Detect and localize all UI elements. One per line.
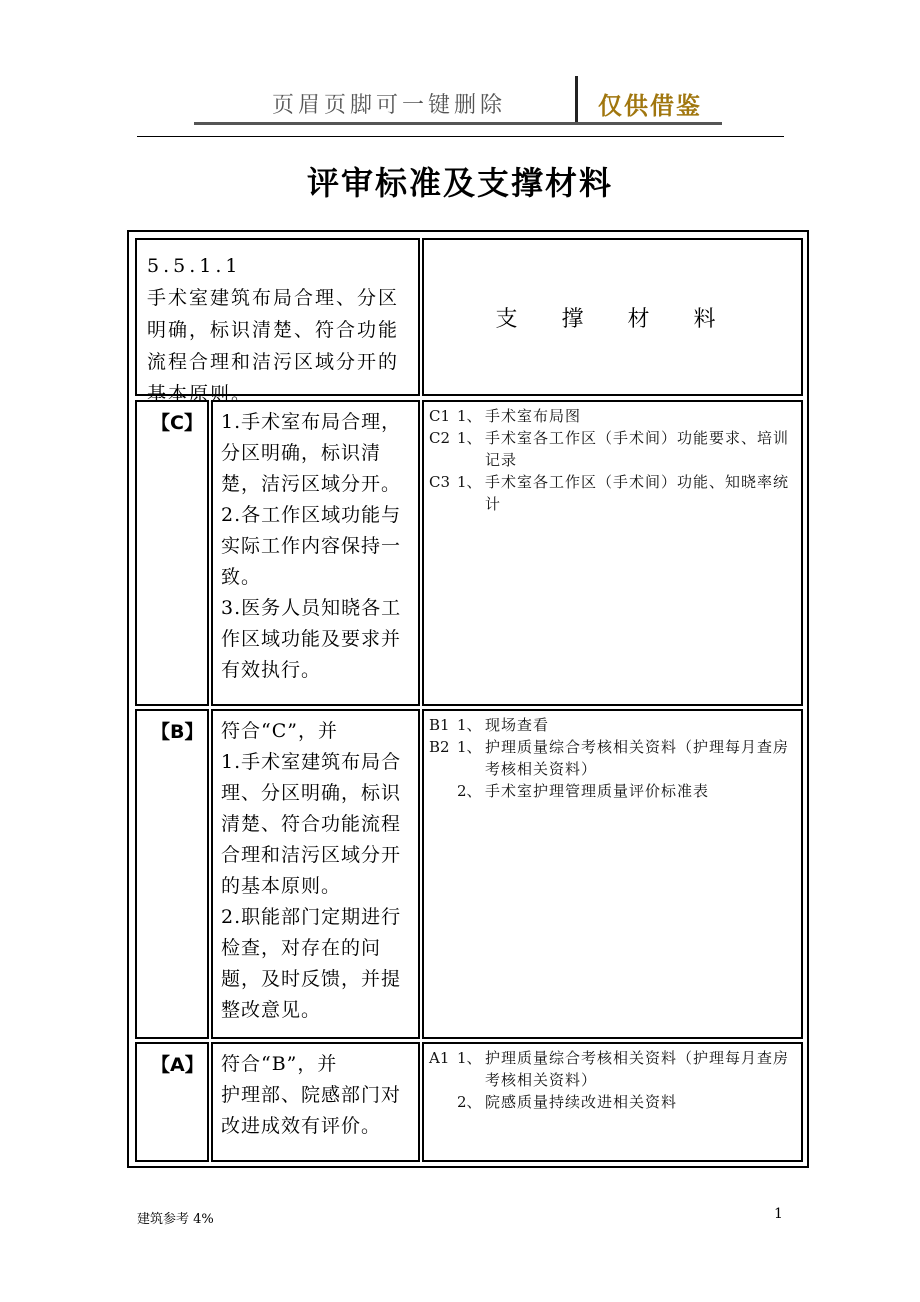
requirements-cell-a xyxy=(211,1042,420,1162)
material-code: A1 xyxy=(429,1049,450,1067)
requirements-cell-c xyxy=(211,400,420,706)
materials-cell-c xyxy=(422,400,803,706)
material-item xyxy=(429,1091,797,1113)
material-code: C1 xyxy=(429,407,451,425)
material-code xyxy=(429,1091,457,1113)
material-code: B2 xyxy=(429,738,450,756)
requirement-item: 1.手术室布局合理，分区明确，标识清楚，洁污区域分开。 xyxy=(221,411,402,495)
header-underline xyxy=(194,122,722,125)
material-num: 2、 xyxy=(457,1093,482,1111)
header-right-text: 仅供借鉴 xyxy=(598,92,702,120)
requirement-item: 1.手术室建筑布局合理、分区明确，标识清楚、符合功能流程合理和洁污区域分开的基本原则。 xyxy=(221,751,402,897)
material-item xyxy=(429,736,797,780)
material-num: 2、 xyxy=(457,782,482,800)
material-num: 1、 xyxy=(457,473,482,491)
header-divider xyxy=(575,76,578,122)
material-num: 1、 xyxy=(457,407,482,425)
header-left-text: 页眉页脚可一键删除 xyxy=(272,93,507,118)
material-num: 1、 xyxy=(457,1049,482,1067)
material-text: 手术室各工作区（手术间）功能要求、培训记录 xyxy=(485,429,790,469)
material-code: C2 xyxy=(429,429,451,447)
requirement-item: 3.医务人员知晓各工作区域功能及要求并有效执行。 xyxy=(221,597,402,681)
criteria-table xyxy=(127,230,809,1168)
requirement-item: 符合“C”，并 xyxy=(221,720,338,742)
material-text: 现场查看 xyxy=(485,716,550,734)
header-banner xyxy=(194,72,722,126)
requirement-item: 2.职能部门定期进行检查，对存在的问题，及时反馈，并提整改意见。 xyxy=(221,906,402,1021)
level-cell-b xyxy=(135,709,209,1039)
material-item xyxy=(429,1047,797,1091)
footer-left-text: 建筑参考 4% xyxy=(137,1212,214,1227)
level-label: 【B】 xyxy=(151,721,204,743)
level-cell-c xyxy=(135,400,209,706)
material-item xyxy=(429,714,797,736)
material-header-cell xyxy=(422,238,803,396)
materials-cell-b xyxy=(422,709,803,1039)
level-cell-a xyxy=(135,1042,209,1162)
requirements-cell-b xyxy=(211,709,420,1039)
material-text: 护理质量综合考核相关资料（护理每月查房考核相关资料） xyxy=(485,738,790,778)
standard-code: 5.5.1.1 xyxy=(147,255,242,277)
document-title: 评审标准及支撑材料 xyxy=(306,164,613,202)
material-text: 手术室布局图 xyxy=(485,407,582,425)
material-item xyxy=(429,780,797,802)
material-num: 1、 xyxy=(457,738,482,756)
level-label: 【A】 xyxy=(151,1054,204,1076)
material-header: 支撑材料 xyxy=(495,306,760,332)
requirement-item: 护理部、院感部门对改进成效有评价。 xyxy=(221,1084,402,1137)
material-num: 1、 xyxy=(457,429,482,447)
material-text: 院感质量持续改进相关资料 xyxy=(485,1093,678,1111)
material-item xyxy=(429,405,797,427)
page-number: 1 xyxy=(774,1206,783,1222)
material-text: 护理质量综合考核相关资料（护理每月查房考核相关资料） xyxy=(485,1049,790,1089)
material-item xyxy=(429,471,797,515)
material-text: 手术室护理管理质量评价标准表 xyxy=(485,782,710,800)
header-rule xyxy=(137,136,784,137)
requirement-item: 符合“B”，并 xyxy=(221,1053,338,1075)
material-item xyxy=(429,427,797,471)
material-code: B1 xyxy=(429,716,450,734)
level-label: 【C】 xyxy=(151,412,203,434)
material-num: 1、 xyxy=(457,716,482,734)
material-code: C3 xyxy=(429,473,451,491)
material-text: 手术室各工作区（手术间）功能、知晓率统计 xyxy=(485,473,790,513)
standard-text: 手术室建筑布局合理、分区明确，标识清楚、符合功能流程合理和洁污区域分开的基本原则。 xyxy=(147,287,400,405)
standard-cell xyxy=(135,238,420,405)
material-code xyxy=(429,780,457,802)
requirement-item: 2.各工作区域功能与实际工作内容保持一致。 xyxy=(221,504,402,588)
materials-cell-a xyxy=(422,1042,803,1162)
